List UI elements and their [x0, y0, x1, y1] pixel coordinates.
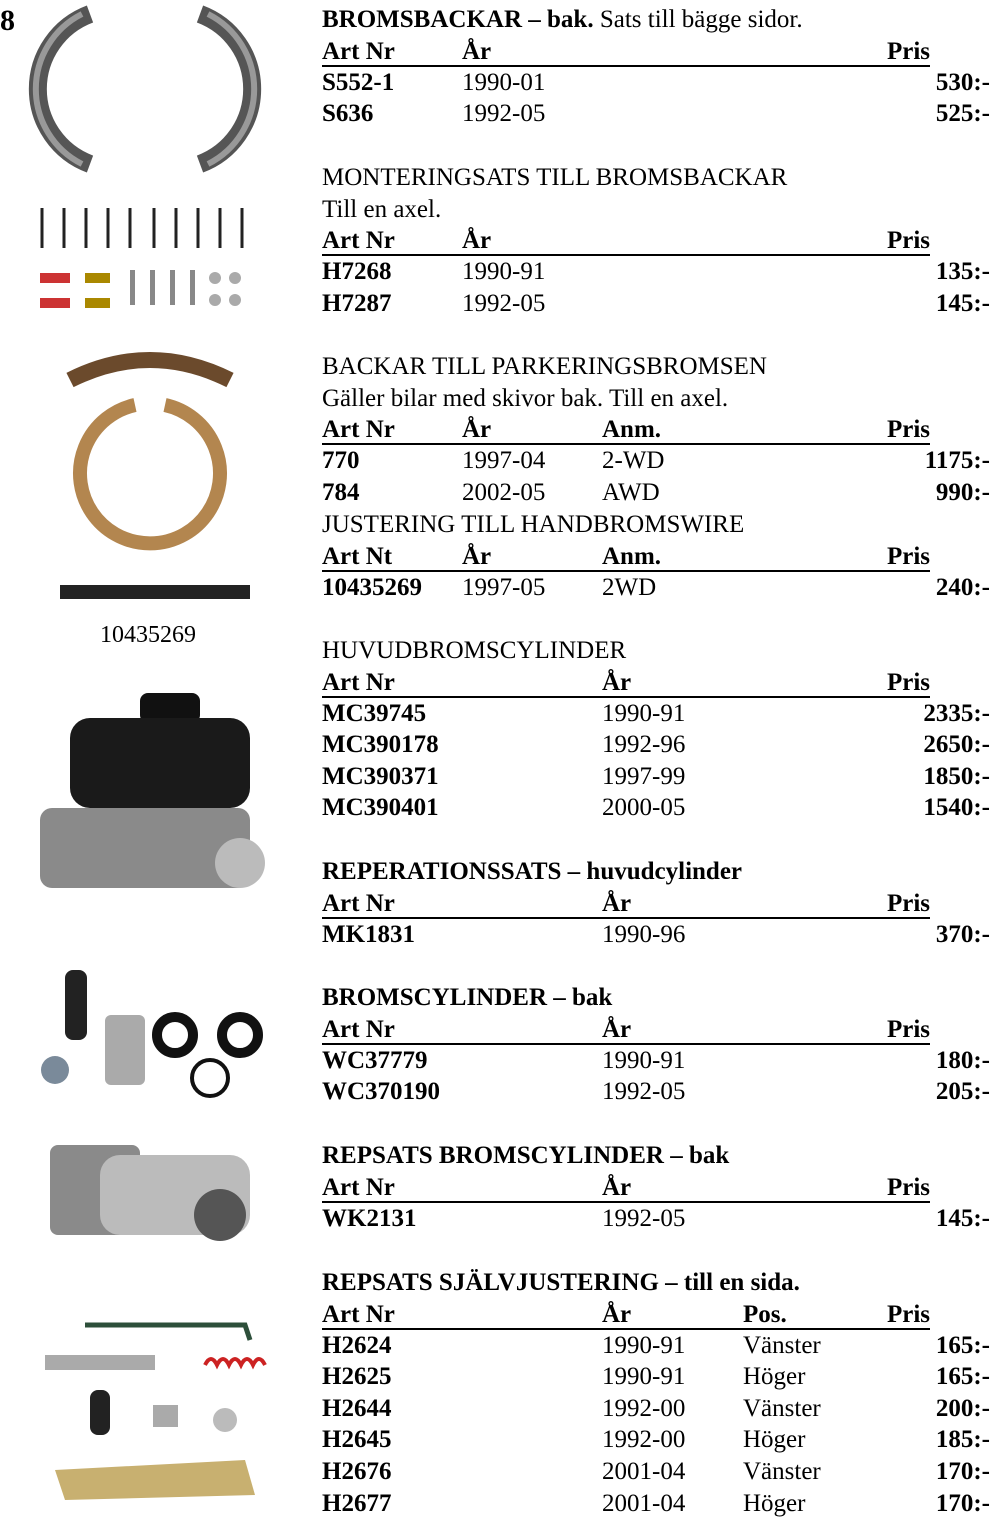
table-row [322, 1203, 990, 1235]
position: Vänster [743, 1331, 821, 1359]
section-title [322, 982, 960, 1014]
table-row [322, 572, 990, 604]
section-title-bold: BROMSBACKAR – bak. [322, 6, 594, 33]
section-justering [322, 509, 990, 603]
note: AWD [602, 478, 660, 506]
price: 145:- [935, 289, 990, 317]
section-title: HUVUDBROMSCYLINDER [322, 637, 627, 664]
header-art-nr: Art Nr [322, 1300, 395, 1328]
table-row [322, 1393, 990, 1425]
year: 1992-00 [602, 1426, 686, 1454]
art-nr: S552-1 [322, 68, 395, 96]
header-price: Pris [886, 889, 930, 917]
price: 185:- [935, 1426, 990, 1454]
price: 370:- [935, 920, 990, 948]
art-nr: MC390401 [322, 794, 439, 822]
section-huvudbromscylinder [322, 635, 990, 824]
header-year: År [602, 889, 632, 917]
art-nr: WK2131 [322, 1204, 417, 1232]
year: 1990-91 [462, 258, 546, 286]
position: Höger [743, 1363, 806, 1391]
header-note: Anm. [602, 542, 662, 570]
note: 2WD [602, 573, 657, 601]
section-repsats-sjalvjustering [322, 1267, 990, 1519]
section-title-bold: REPERATIONSSATS – huvudcylinder [322, 858, 743, 885]
price: 200:- [935, 1394, 990, 1422]
column-headers [322, 541, 930, 572]
product-images [0, 0, 310, 1520]
section-title-rest: Sats till bägge sidor. [593, 6, 803, 33]
header-art-nr: Art Nr [322, 668, 395, 696]
header-year: År [462, 416, 492, 444]
year: 2000-05 [602, 794, 686, 822]
year: 2001-04 [602, 1489, 686, 1517]
parking-shoes-image [60, 345, 240, 550]
table-row [322, 256, 990, 288]
position: Höger [743, 1489, 806, 1517]
header-year: År [462, 227, 492, 255]
header-price: Pris [886, 37, 930, 65]
table-row [322, 288, 990, 320]
header-position: Pos. [743, 1300, 787, 1328]
column-headers [322, 1014, 930, 1045]
section-monteringsats [322, 162, 990, 319]
section-bromsbackar [322, 4, 990, 130]
header-art-nr: Art Nr [322, 1173, 395, 1201]
price: 1175:- [924, 447, 990, 475]
section-title-bold: BROMSCYLINDER – bak [322, 984, 613, 1011]
price: 240:- [935, 573, 990, 601]
header-price: Pris [886, 542, 930, 570]
section-bromscylinder [322, 982, 990, 1108]
header-price: Pris [886, 416, 930, 444]
table-row [322, 477, 990, 509]
header-year: År [602, 1300, 632, 1328]
year: 1990-96 [602, 920, 686, 948]
price: 2650:- [923, 731, 990, 759]
header-price: Pris [886, 1300, 930, 1328]
year: 1992-05 [602, 1204, 686, 1232]
section-title: JUSTERING TILL HANDBROMSWIRE [322, 511, 745, 538]
header-price: Pris [886, 227, 930, 255]
section-repsats-bromscylinder [322, 1140, 990, 1234]
section-title-bold: REPSATS SJÄLVJUSTERING – till en sida. [322, 1269, 800, 1296]
year: 1992-05 [462, 289, 546, 317]
year: 1992-96 [602, 731, 686, 759]
header-art-nr: Art Nr [322, 37, 395, 65]
art-nr: H2677 [322, 1489, 392, 1517]
year: 1997-05 [462, 573, 546, 601]
art-nr: 10435269 [322, 573, 422, 601]
table-row [322, 1076, 990, 1108]
price: 205:- [935, 1078, 990, 1106]
year: 2001-04 [602, 1457, 686, 1485]
table-row [322, 98, 990, 130]
price: 1540:- [923, 794, 990, 822]
art-nr: S636 [322, 100, 374, 128]
section-title [322, 856, 960, 888]
price: 1850:- [923, 762, 990, 790]
art-nr: MC390371 [322, 762, 439, 790]
price: 530:- [935, 68, 990, 96]
section-subtitle: Till en axel. [322, 195, 442, 223]
table-row [322, 445, 990, 477]
header-note: Anm. [602, 416, 662, 444]
page-number: 8 [0, 4, 15, 37]
section-title [322, 1140, 960, 1172]
art-nr: H7287 [322, 289, 392, 317]
art-nr: WC370190 [322, 1078, 441, 1106]
note: 2-WD [602, 447, 665, 475]
section-reperationssats [322, 856, 990, 950]
header-year: År [602, 1173, 632, 1201]
wheel-cylinder-image [40, 1115, 270, 1280]
brake-shoes-image [30, 4, 260, 174]
header-year: År [602, 668, 632, 696]
year: 2002-05 [462, 478, 546, 506]
price: 180:- [935, 1046, 990, 1074]
column-headers [322, 667, 930, 698]
header-price: Pris [886, 1015, 930, 1043]
header-year: År [462, 542, 492, 570]
hardware-kit-image [30, 198, 260, 338]
table-row [322, 729, 990, 761]
table-row [322, 1488, 990, 1520]
year: 1990-91 [602, 1331, 686, 1359]
table-row [322, 67, 990, 99]
header-art-nr: Art Nt [322, 542, 393, 570]
self-adjuster-kit-image [35, 1310, 275, 1515]
table-row [322, 1456, 990, 1488]
column-headers [322, 1172, 930, 1203]
image-caption: 10435269 [100, 622, 196, 648]
section-subtitle: Gäller bilar med skivor bak. Till en axel. [322, 384, 729, 412]
table-row [322, 919, 990, 951]
table-row [322, 1330, 990, 1362]
section-parkeringsbromsen [322, 351, 990, 508]
header-year: År [602, 1015, 632, 1043]
column-headers [322, 414, 930, 445]
section-title: MONTERINGSATS TILL BROMSBACKAR [322, 164, 788, 191]
table-row [322, 698, 990, 730]
art-nr: H2624 [322, 1331, 392, 1359]
year: 1992-05 [602, 1078, 686, 1106]
year: 1997-04 [462, 447, 546, 475]
table-row [322, 792, 990, 824]
table-row [322, 761, 990, 793]
table-row [322, 1045, 990, 1077]
header-price: Pris [886, 668, 930, 696]
column-headers [322, 888, 930, 919]
price: 145:- [935, 1204, 990, 1232]
header-year: År [462, 37, 492, 65]
year: 1990-01 [462, 68, 546, 96]
art-nr: H2645 [322, 1426, 392, 1454]
art-nr: H2625 [322, 1363, 392, 1391]
adjuster-image [55, 575, 255, 610]
year: 1990-91 [602, 1046, 686, 1074]
position: Vänster [743, 1457, 821, 1485]
section-title [322, 4, 960, 36]
header-art-nr: Art Nr [322, 416, 395, 444]
master-cylinder-image [30, 688, 270, 923]
art-nr: H7268 [322, 258, 392, 286]
year: 1997-99 [602, 762, 686, 790]
year: 1990-91 [602, 1363, 686, 1391]
art-nr: MC390178 [322, 731, 439, 759]
header-art-nr: Art Nr [322, 889, 395, 917]
art-nr: H2644 [322, 1394, 392, 1422]
position: Höger [743, 1426, 806, 1454]
art-nr: WC37779 [322, 1046, 428, 1074]
header-price: Pris [886, 1173, 930, 1201]
section-title: BACKAR TILL PARKERINGSBROMSEN [322, 353, 767, 380]
header-art-nr: Art Nr [322, 227, 395, 255]
price: 170:- [935, 1489, 990, 1517]
price: 165:- [935, 1331, 990, 1359]
header-art-nr: Art Nr [322, 1015, 395, 1043]
price: 525:- [935, 100, 990, 128]
price: 165:- [935, 1363, 990, 1391]
art-nr: MK1831 [322, 920, 416, 948]
price: 135:- [935, 258, 990, 286]
position: Vänster [743, 1394, 821, 1422]
section-title [322, 1267, 960, 1299]
price: 2335:- [923, 699, 990, 727]
column-headers [322, 1299, 930, 1330]
price: 170:- [935, 1457, 990, 1485]
art-nr: H2676 [322, 1457, 392, 1485]
section-title-bold: REPSATS BROMSCYLINDER – bak [322, 1142, 730, 1169]
year: 1990-91 [602, 699, 686, 727]
column-headers [322, 225, 930, 256]
table-row [322, 1361, 990, 1393]
art-nr: MC39745 [322, 699, 427, 727]
repair-kit-image [35, 960, 265, 1095]
art-nr: 770 [322, 447, 360, 475]
year: 1992-05 [462, 100, 546, 128]
column-headers [322, 36, 930, 67]
table-row [322, 1424, 990, 1456]
year: 1992-00 [602, 1394, 686, 1422]
art-nr: 784 [322, 478, 360, 506]
price: 990:- [935, 478, 990, 506]
